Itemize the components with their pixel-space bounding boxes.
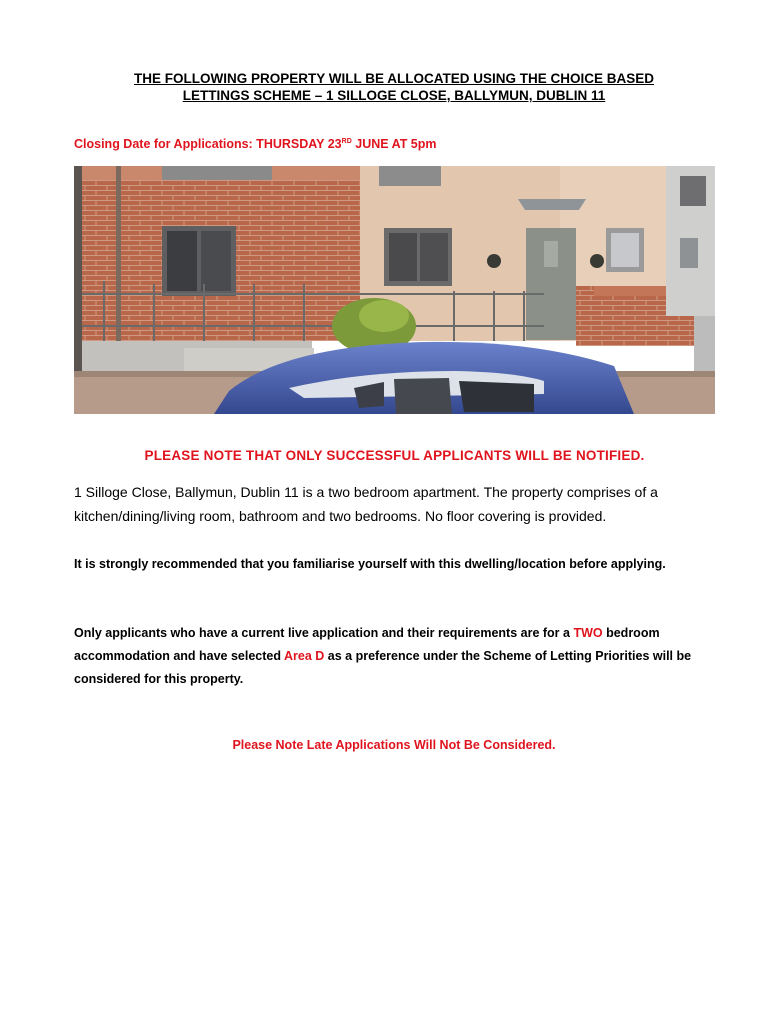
closing-date-suffix: JUNE AT 5pm xyxy=(351,137,437,151)
area-highlight: Area D xyxy=(284,649,325,663)
closing-date-prefix: Closing Date for Applications: THURSDAY 23 xyxy=(74,137,342,151)
closing-date xyxy=(74,137,437,151)
recommendation-text: It is strongly recommended that you familiarise yourself with this dwelling/location before applying. xyxy=(74,557,666,571)
property-photo xyxy=(74,166,715,414)
title-line-2: LETTINGS SCHEME – 1 SILLOGE CLOSE, BALLYMUN, DUBLIN 11 xyxy=(182,88,606,103)
eligibility-part-2: bedroom accommodation and have selected xyxy=(74,626,660,663)
eligibility-part-3: as a preference under the Scheme of Letting Priorities will be considered for this property. xyxy=(74,649,692,686)
eligibility-part-1: Only applicants who have a current live application and their requirements are for a xyxy=(74,626,574,640)
closing-date-ordinal: RD xyxy=(341,137,352,145)
eligibility-text xyxy=(74,622,714,691)
property-description: 1 Silloge Close, Ballymun, Dublin 11 is a two bedroom apartment. The property comprises of a kitchen/dining/living room, bathroom and two bedrooms. No floor covering is provided. xyxy=(74,484,658,524)
late-applications-notice: Please Note Late Applications Will Not Be Considered. xyxy=(232,738,556,752)
notification-notice: PLEASE NOTE THAT ONLY SUCCESSFUL APPLICANTS WILL BE NOTIFIED. xyxy=(144,448,645,463)
document-title xyxy=(74,70,714,104)
title-line-1: THE FOLLOWING PROPERTY WILL BE ALLOCATED USING THE CHOICE BASED xyxy=(133,71,654,86)
bedroom-count-highlight: TWO xyxy=(573,626,603,640)
